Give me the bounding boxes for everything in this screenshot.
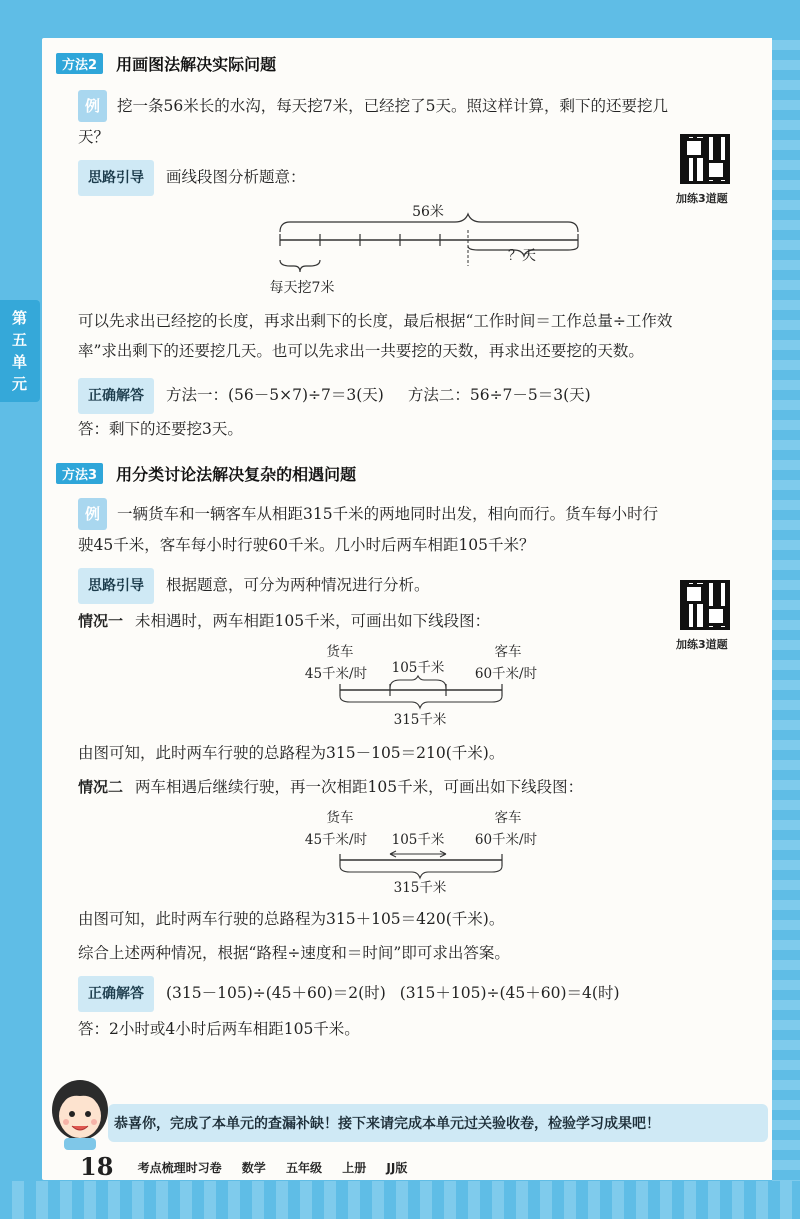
method2-badge: 方法2: [56, 53, 103, 74]
method3-example: [78, 498, 768, 560]
edition: JJ版: [386, 1161, 408, 1175]
digging-line-diagram: [250, 200, 610, 300]
hint-tag: 思路引导: [78, 568, 154, 604]
hint-text: 画线段图分析题意：: [166, 168, 306, 186]
method3-hint: [78, 568, 430, 604]
qr-label: 加练3道题: [676, 192, 728, 205]
method3-conclusion: 答：2小时或4小时后两车相距105千米。: [78, 1020, 360, 1038]
gap-label: 105千米: [391, 832, 445, 848]
truck-speed-label: 45千米/时: [304, 832, 368, 848]
bus-speed-label: 60千米/时: [474, 832, 538, 848]
hint-text: 根据题意，可分为两种情况进行分析。: [166, 576, 430, 594]
example-text: 挖一条56米长的水沟，每天挖7米，已经挖了5天。照这样计算，剩下的还要挖几: [117, 97, 668, 115]
unit-tab-char: 单: [11, 353, 28, 371]
case1-result: 由图可知，此时两车行驶的总路程为315－105＝210(千米)。: [78, 744, 505, 762]
right-wave-border: [772, 30, 800, 1190]
unit-tab-char: 第: [11, 309, 28, 327]
unit-tab-char: 五: [11, 331, 28, 349]
answer-tag: 正确解答: [78, 378, 154, 414]
cartoon-girl-illustration: [40, 1060, 118, 1150]
case1-line: [78, 606, 490, 636]
total-label: 56米: [412, 204, 444, 220]
example-text: 驶45千米，客车每小时行驶60千米。几小时后两车相距105千米？: [78, 536, 535, 554]
example-tag: 例: [78, 498, 107, 530]
case2-result: 由图可知，此时两车行驶的总路程为315＋105＝420(千米)。: [78, 910, 505, 928]
analysis-text: 可以先求出已经挖的长度，再求出剩下的长度，最后根据“工作时间＝工作总量÷工作效: [78, 312, 673, 330]
unit-tab: [0, 300, 40, 402]
subject: 数学: [241, 1161, 266, 1175]
page-footer: [80, 1152, 423, 1181]
truck-speed-label: 45千米/时: [304, 666, 368, 682]
grade: 五年级: [286, 1161, 323, 1175]
answer-tag: 正确解答: [78, 976, 154, 1012]
method2-example: [78, 90, 768, 152]
method3-badge: 方法3: [56, 463, 103, 484]
bottom-wave-border: [0, 1181, 800, 1219]
gap-label: 105千米: [391, 660, 445, 676]
qr-label: 加练3道题: [676, 638, 728, 651]
total-label: 315千米: [393, 712, 447, 728]
book-title: 考点梳理时习卷: [137, 1161, 222, 1175]
bus-label: 客车: [494, 810, 522, 826]
qr-code[interactable]: [680, 134, 730, 184]
summary: 综合上述两种情况，根据“路程÷速度和＝时间”即可求出答案。: [78, 944, 510, 962]
total-label: 315千米: [393, 880, 447, 896]
method2-answer: [78, 378, 591, 414]
answer-text: (315－105)÷(45＋60)＝2(时): [166, 984, 386, 1002]
daily-brace: [280, 260, 320, 272]
method3-title: 用分类讨论法解决复杂的相遇问题: [116, 465, 357, 484]
unknown-days-label: ？天: [508, 248, 536, 264]
volume: 上册: [342, 1161, 367, 1175]
method2-title: 用画图法解决实际问题: [116, 55, 277, 74]
method2-conclusion: 答：剩下的还要挖3天。: [78, 420, 243, 438]
example-text: 一辆货车和一辆客车从相距315千米的两地同时出发，相向而行。货车每小时行: [117, 505, 659, 523]
unit-tab-char: 元: [11, 375, 28, 393]
case1-label: 情况一: [78, 612, 124, 630]
case2-text: 两车相遇后继续行驶，再一次相距105千米，可画出如下线段图：: [135, 778, 584, 796]
bus-label: 客车: [494, 644, 522, 660]
case2-line-diagram: [290, 806, 560, 898]
answer-text: 方法一：(56－5×7)÷7＝3(天): [166, 386, 384, 404]
page-number: 18: [80, 1152, 114, 1181]
method2-hint: [78, 160, 306, 196]
case1-line-diagram: [290, 640, 560, 732]
qr-code[interactable]: [680, 580, 730, 630]
bus-speed-label: 60千米/时: [474, 666, 538, 682]
case2-label: 情况二: [78, 778, 124, 796]
method3-heading: [56, 462, 356, 485]
answer-text: (315＋105)÷(45＋60)＝4(时): [399, 984, 620, 1002]
method2-heading: [56, 52, 276, 75]
answer-text: 方法二：56÷7－5＝3(天): [407, 386, 591, 404]
daily-label: 每天挖7米: [269, 280, 335, 296]
method2-analysis: [78, 306, 768, 366]
gap-brace: [390, 676, 446, 688]
total-brace: [340, 696, 502, 708]
case2-line: [78, 772, 583, 802]
example-text: 天？: [78, 128, 110, 146]
truck-label: 货车: [326, 810, 354, 826]
hint-tag: 思路引导: [78, 160, 154, 196]
analysis-text: 率”求出剩下的还要挖几天。也可以先求出一共要挖的天数，再求出还要挖的天数。: [78, 342, 644, 360]
example-tag: 例: [78, 90, 107, 122]
method3-answer: [78, 976, 620, 1012]
case1-text: 未相遇时，两车相距105千米，可画出如下线段图：: [135, 612, 491, 630]
total-brace: [340, 866, 502, 878]
congratulations-banner: 恭喜你，完成了本单元的查漏补缺！接下来请完成本单元过关验收卷，检验学习成果吧！: [108, 1104, 768, 1142]
truck-label: 货车: [326, 644, 354, 660]
